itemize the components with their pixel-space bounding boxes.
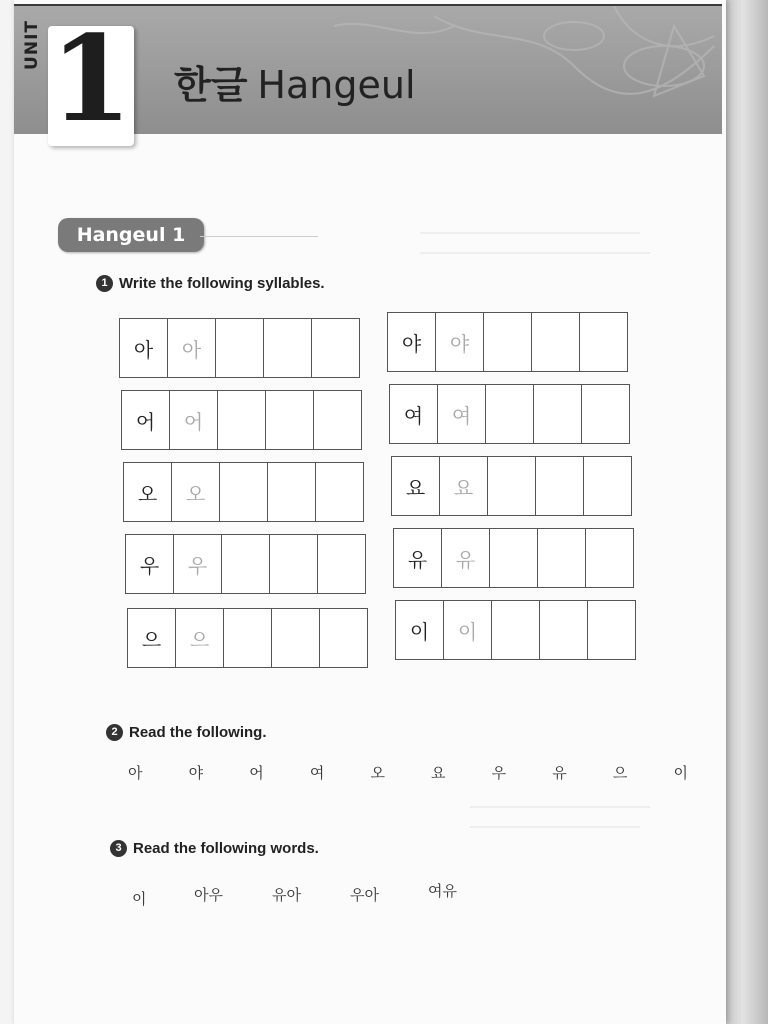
reading-word: 이 (132, 890, 147, 908)
reading-word: 아우 (194, 886, 223, 904)
trace-syllable: 이 (443, 600, 492, 660)
exercise-number-badge: 2 (106, 724, 123, 741)
trace-syllable: 여 (437, 384, 486, 444)
writing-box[interactable] (483, 312, 532, 372)
writing-box[interactable] (489, 528, 538, 588)
bleed-through-line (420, 252, 650, 254)
writing-box[interactable] (537, 528, 586, 588)
reading-syllable: 유 (552, 764, 567, 782)
writing-box[interactable] (219, 462, 268, 522)
writing-box[interactable] (535, 456, 584, 516)
writing-box[interactable] (267, 462, 316, 522)
writing-box[interactable] (485, 384, 534, 444)
writing-box[interactable] (317, 534, 366, 594)
writing-box[interactable] (311, 318, 360, 378)
writing-box[interactable] (215, 318, 264, 378)
practice-grid-row (394, 528, 634, 588)
reading-word: 우아 (350, 886, 379, 904)
divider (200, 236, 318, 237)
reading-word: 여유 (428, 882, 457, 900)
writing-box[interactable] (221, 534, 270, 594)
page-title (174, 54, 416, 109)
writing-box[interactable] (583, 456, 632, 516)
title-korean: 한글 (174, 63, 248, 107)
writing-box[interactable] (579, 312, 628, 372)
practice-grid-row (124, 462, 364, 522)
writing-box[interactable] (319, 608, 368, 668)
reading-syllable: 여 (309, 764, 325, 782)
exercise-number-badge: 1 (96, 275, 113, 292)
trace-syllable: 우 (173, 534, 222, 594)
reading-syllable: 이 (673, 764, 688, 782)
model-syllable: 요 (391, 456, 440, 516)
page-edge (726, 0, 768, 1024)
exercise-1-heading (96, 275, 325, 292)
section-tab: Hangeul 1 (58, 218, 204, 252)
writing-box[interactable] (271, 608, 320, 668)
syllable-reading-row (128, 762, 688, 783)
title-english: Hangeul (257, 63, 416, 107)
writing-box[interactable] (533, 384, 582, 444)
reading-syllable: 요 (431, 764, 446, 782)
practice-grid-row (122, 390, 362, 450)
trace-syllable: 오 (171, 462, 220, 522)
practice-grid-row (390, 384, 630, 444)
practice-grid-row (128, 608, 368, 668)
exercise-number-badge: 3 (110, 840, 127, 857)
writing-box[interactable] (263, 318, 312, 378)
trace-syllable: 으 (175, 608, 224, 668)
reading-syllable: 으 (612, 764, 628, 782)
writing-box[interactable] (269, 534, 318, 594)
reading-word: 유아 (272, 886, 301, 904)
practice-grid-row (396, 600, 636, 660)
practice-grid-row (126, 534, 366, 594)
exercise-instruction: Write the following syllables. (119, 275, 325, 292)
practice-grid-row (120, 318, 360, 378)
trace-syllable: 요 (439, 456, 488, 516)
writing-box[interactable] (313, 390, 362, 450)
writing-box[interactable] (487, 456, 536, 516)
writing-box[interactable] (491, 600, 540, 660)
writing-box[interactable] (539, 600, 588, 660)
writing-box[interactable] (315, 462, 364, 522)
bleed-through-line (420, 232, 640, 234)
model-syllable: 우 (125, 534, 174, 594)
trace-syllable: 야 (435, 312, 484, 372)
model-syllable: 야 (387, 312, 436, 372)
exercise-instruction: Read the following. (129, 724, 267, 741)
model-syllable: 으 (127, 608, 176, 668)
writing-box[interactable] (585, 528, 634, 588)
practice-grid-row (388, 312, 628, 372)
writing-box[interactable] (581, 384, 630, 444)
model-syllable: 어 (121, 390, 170, 450)
model-syllable: 아 (119, 318, 168, 378)
model-syllable: 오 (123, 462, 172, 522)
model-syllable: 이 (395, 600, 444, 660)
reading-syllable: 오 (370, 764, 385, 782)
reading-syllable: 아 (128, 764, 143, 782)
trace-syllable: 유 (441, 528, 490, 588)
bleed-through-line (470, 826, 640, 828)
model-syllable: 유 (393, 528, 442, 588)
unit-number-badge (48, 9, 134, 148)
writing-box[interactable] (223, 608, 272, 668)
writing-box[interactable] (531, 312, 580, 372)
practice-grid-row (392, 456, 632, 516)
reading-syllable: 어 (249, 764, 264, 782)
bleed-through-line (470, 806, 650, 808)
exercise-3-heading (110, 840, 319, 857)
unit-label: UNIT (22, 20, 42, 70)
writing-box[interactable] (265, 390, 314, 450)
writing-box[interactable] (217, 390, 266, 450)
model-syllable: 여 (389, 384, 438, 444)
unit-number: 1 (49, 9, 133, 148)
reading-syllable: 우 (491, 764, 507, 782)
writing-box[interactable] (587, 600, 636, 660)
exercise-2-heading (106, 724, 267, 741)
trace-syllable: 어 (169, 390, 218, 450)
trace-syllable: 아 (167, 318, 216, 378)
reading-syllable: 야 (188, 764, 204, 782)
exercise-instruction: Read the following words. (133, 840, 319, 857)
